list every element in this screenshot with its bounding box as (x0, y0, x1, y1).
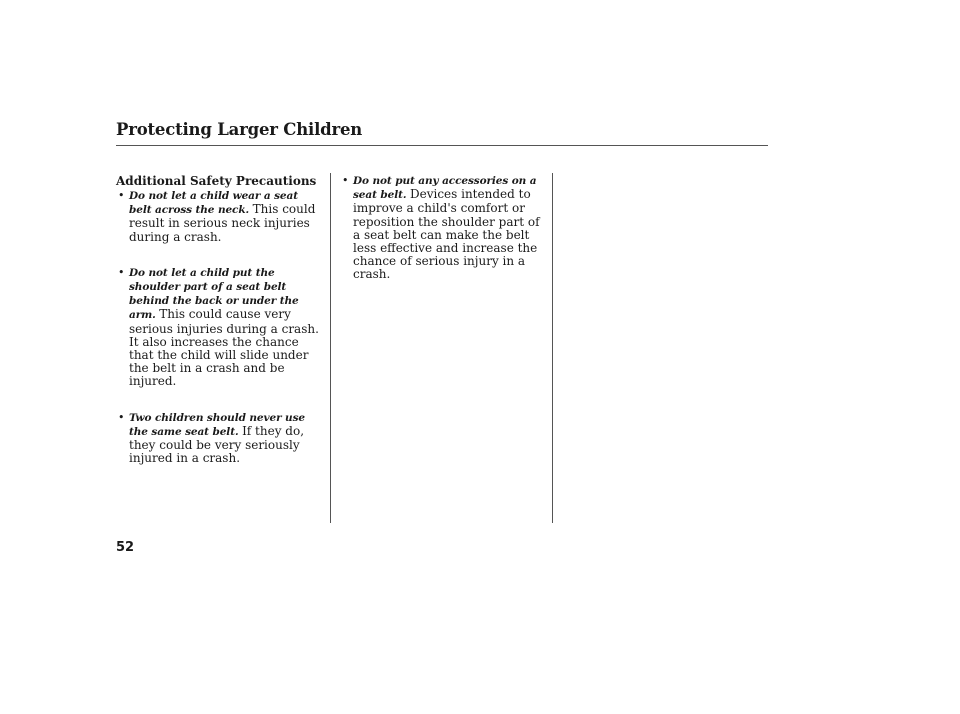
bullet-icon: • (118, 265, 125, 279)
bullet-body: If they do, they could be very seriously injured in a crash. (129, 423, 305, 466)
list-item (116, 266, 322, 389)
right-column (340, 174, 540, 282)
list-item (116, 189, 322, 244)
column-divider-right (552, 173, 553, 523)
list-item (340, 174, 540, 282)
page-title: Protecting Larger Children (116, 120, 363, 139)
bullet-icon: • (118, 410, 125, 424)
section-subheading: Additional Safety Precautions (116, 174, 317, 188)
bullet-icon: • (118, 189, 125, 202)
title-rule (116, 145, 768, 146)
bullet-icon: • (342, 174, 349, 187)
bullet-lead: Do not let a child wear a seat belt across the neck. (129, 190, 298, 217)
left-column (116, 174, 322, 465)
bullet-body: This could cause very serious injuries during a crash. It also increases the chance that the child will slide under the belt in a crash and be injured. (129, 307, 319, 389)
page-number: 52 (116, 540, 135, 555)
bullet-lead: Do not put any accessories on a seat belt. (353, 175, 537, 202)
bullet-lead: Do not let a child put the shoulder part of a seat belt behind the back or under the arm. (129, 266, 299, 322)
list-item (116, 411, 322, 466)
bullet-lead: Two children should never use the same seat belt. (129, 411, 305, 438)
bullet-body: This could result in serious neck injuries during a crash. (129, 202, 316, 244)
column-divider-left (330, 173, 331, 523)
bullet-body: Devices intended to improve a child's comfort or reposition the shoulder part of a seat belt can make the belt less effective and increase the chance of serious injury in a crash. (353, 187, 540, 282)
